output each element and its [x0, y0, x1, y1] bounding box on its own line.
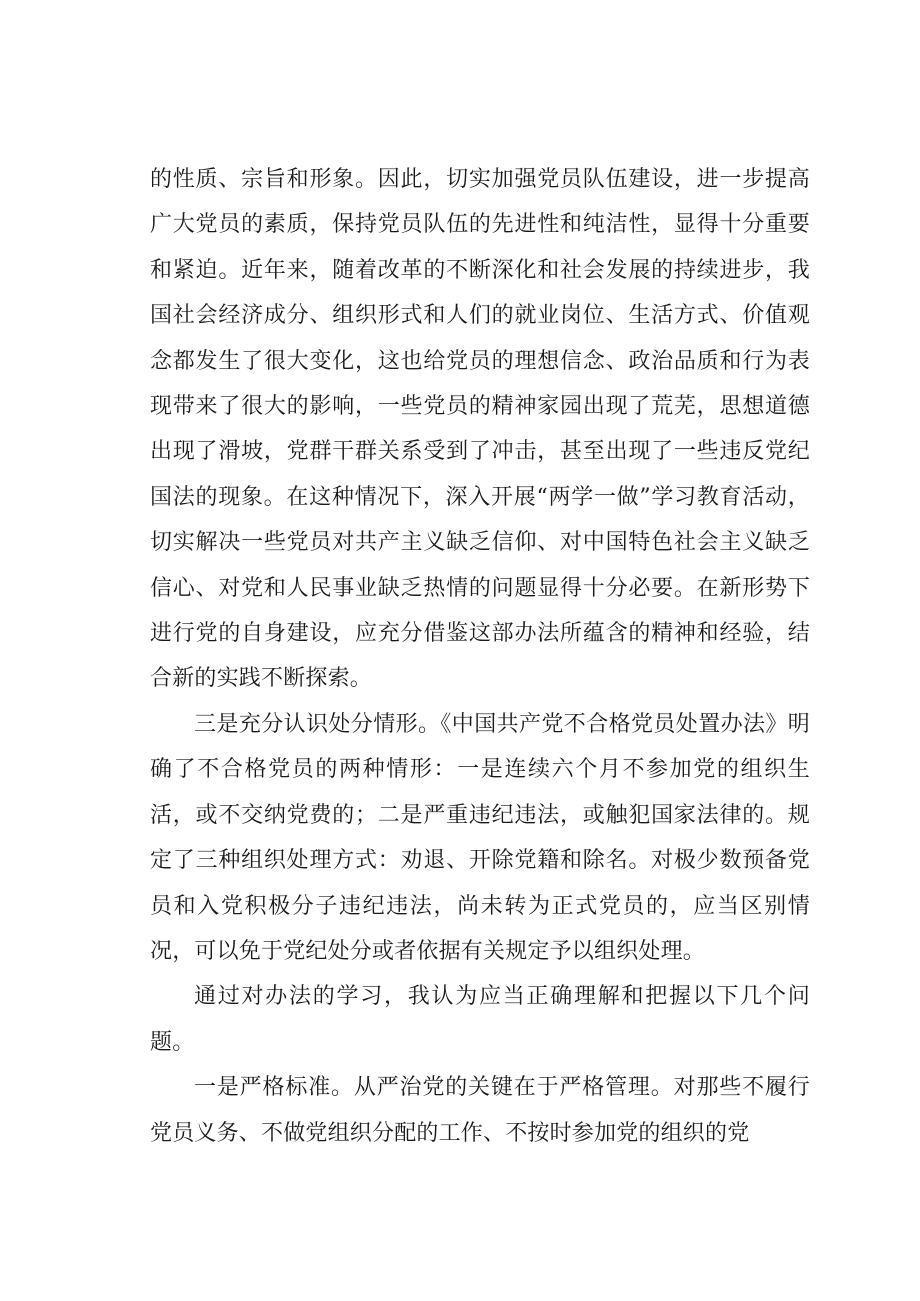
- paragraph-4: 一是严格标准。从严治党的关键在于严格管理。对那些不履行党员义务、不做党组织分配的工作、不按时参加党的组织的党: [150, 1075, 810, 1146]
- document-body: [150, 157, 810, 1156]
- paragraph-3: 通过对办法的学习，我认为应当正确理解和把握以下几个问题。: [150, 984, 810, 1055]
- paragraph-2: 三是充分认识处分情形。《中国共产党不合格党员处置办法》明确了不合格党员的两种情形：一是连续六个月不参加党的组织生活，或不交纳党费的；二是严重违纪违法，或触犯国家法律的。规定了三种组织处理方式：劝退、开除党籍和除名。对极少数预备党员和入党积极分子违纪违法，尚未转为正式党员的，应当区别情况，可以免于党纪处分或者依据有关规定予以组织处理。: [150, 711, 810, 964]
- paragraph-1: 的性质、宗旨和形象。因此，切实加强党员队伍建设，进一步提高广大党员的素质，保持党员队伍的先进性和纯洁性，显得十分重要和紧迫。近年来，随着改革的不断深化和社会发展的持续进步，我国社会经济成分、组织形式和人们的就业岗位、生活方式、价值观念都发生了很大变化，这也给党员的理想信念、政治品质和行为表现带来了很大的影响，一些党员的精神家园出现了荒芜，思想道德出现了滑坡，党群干群关系受到了冲击，甚至出现了一些违反党纪国法的现象。在这种情况下，深入开展“两学一做”学习教育活动，切实解决一些党员对共产主义缺乏信仰、对中国特色社会主义缺乏信心、对党和人民事业缺乏热情的问题显得十分必要。在新形势下进行党的自身建设，应充分借鉴这部办法所蕴含的精神和经验，结合新的实践不断探索。: [150, 167, 810, 692]
